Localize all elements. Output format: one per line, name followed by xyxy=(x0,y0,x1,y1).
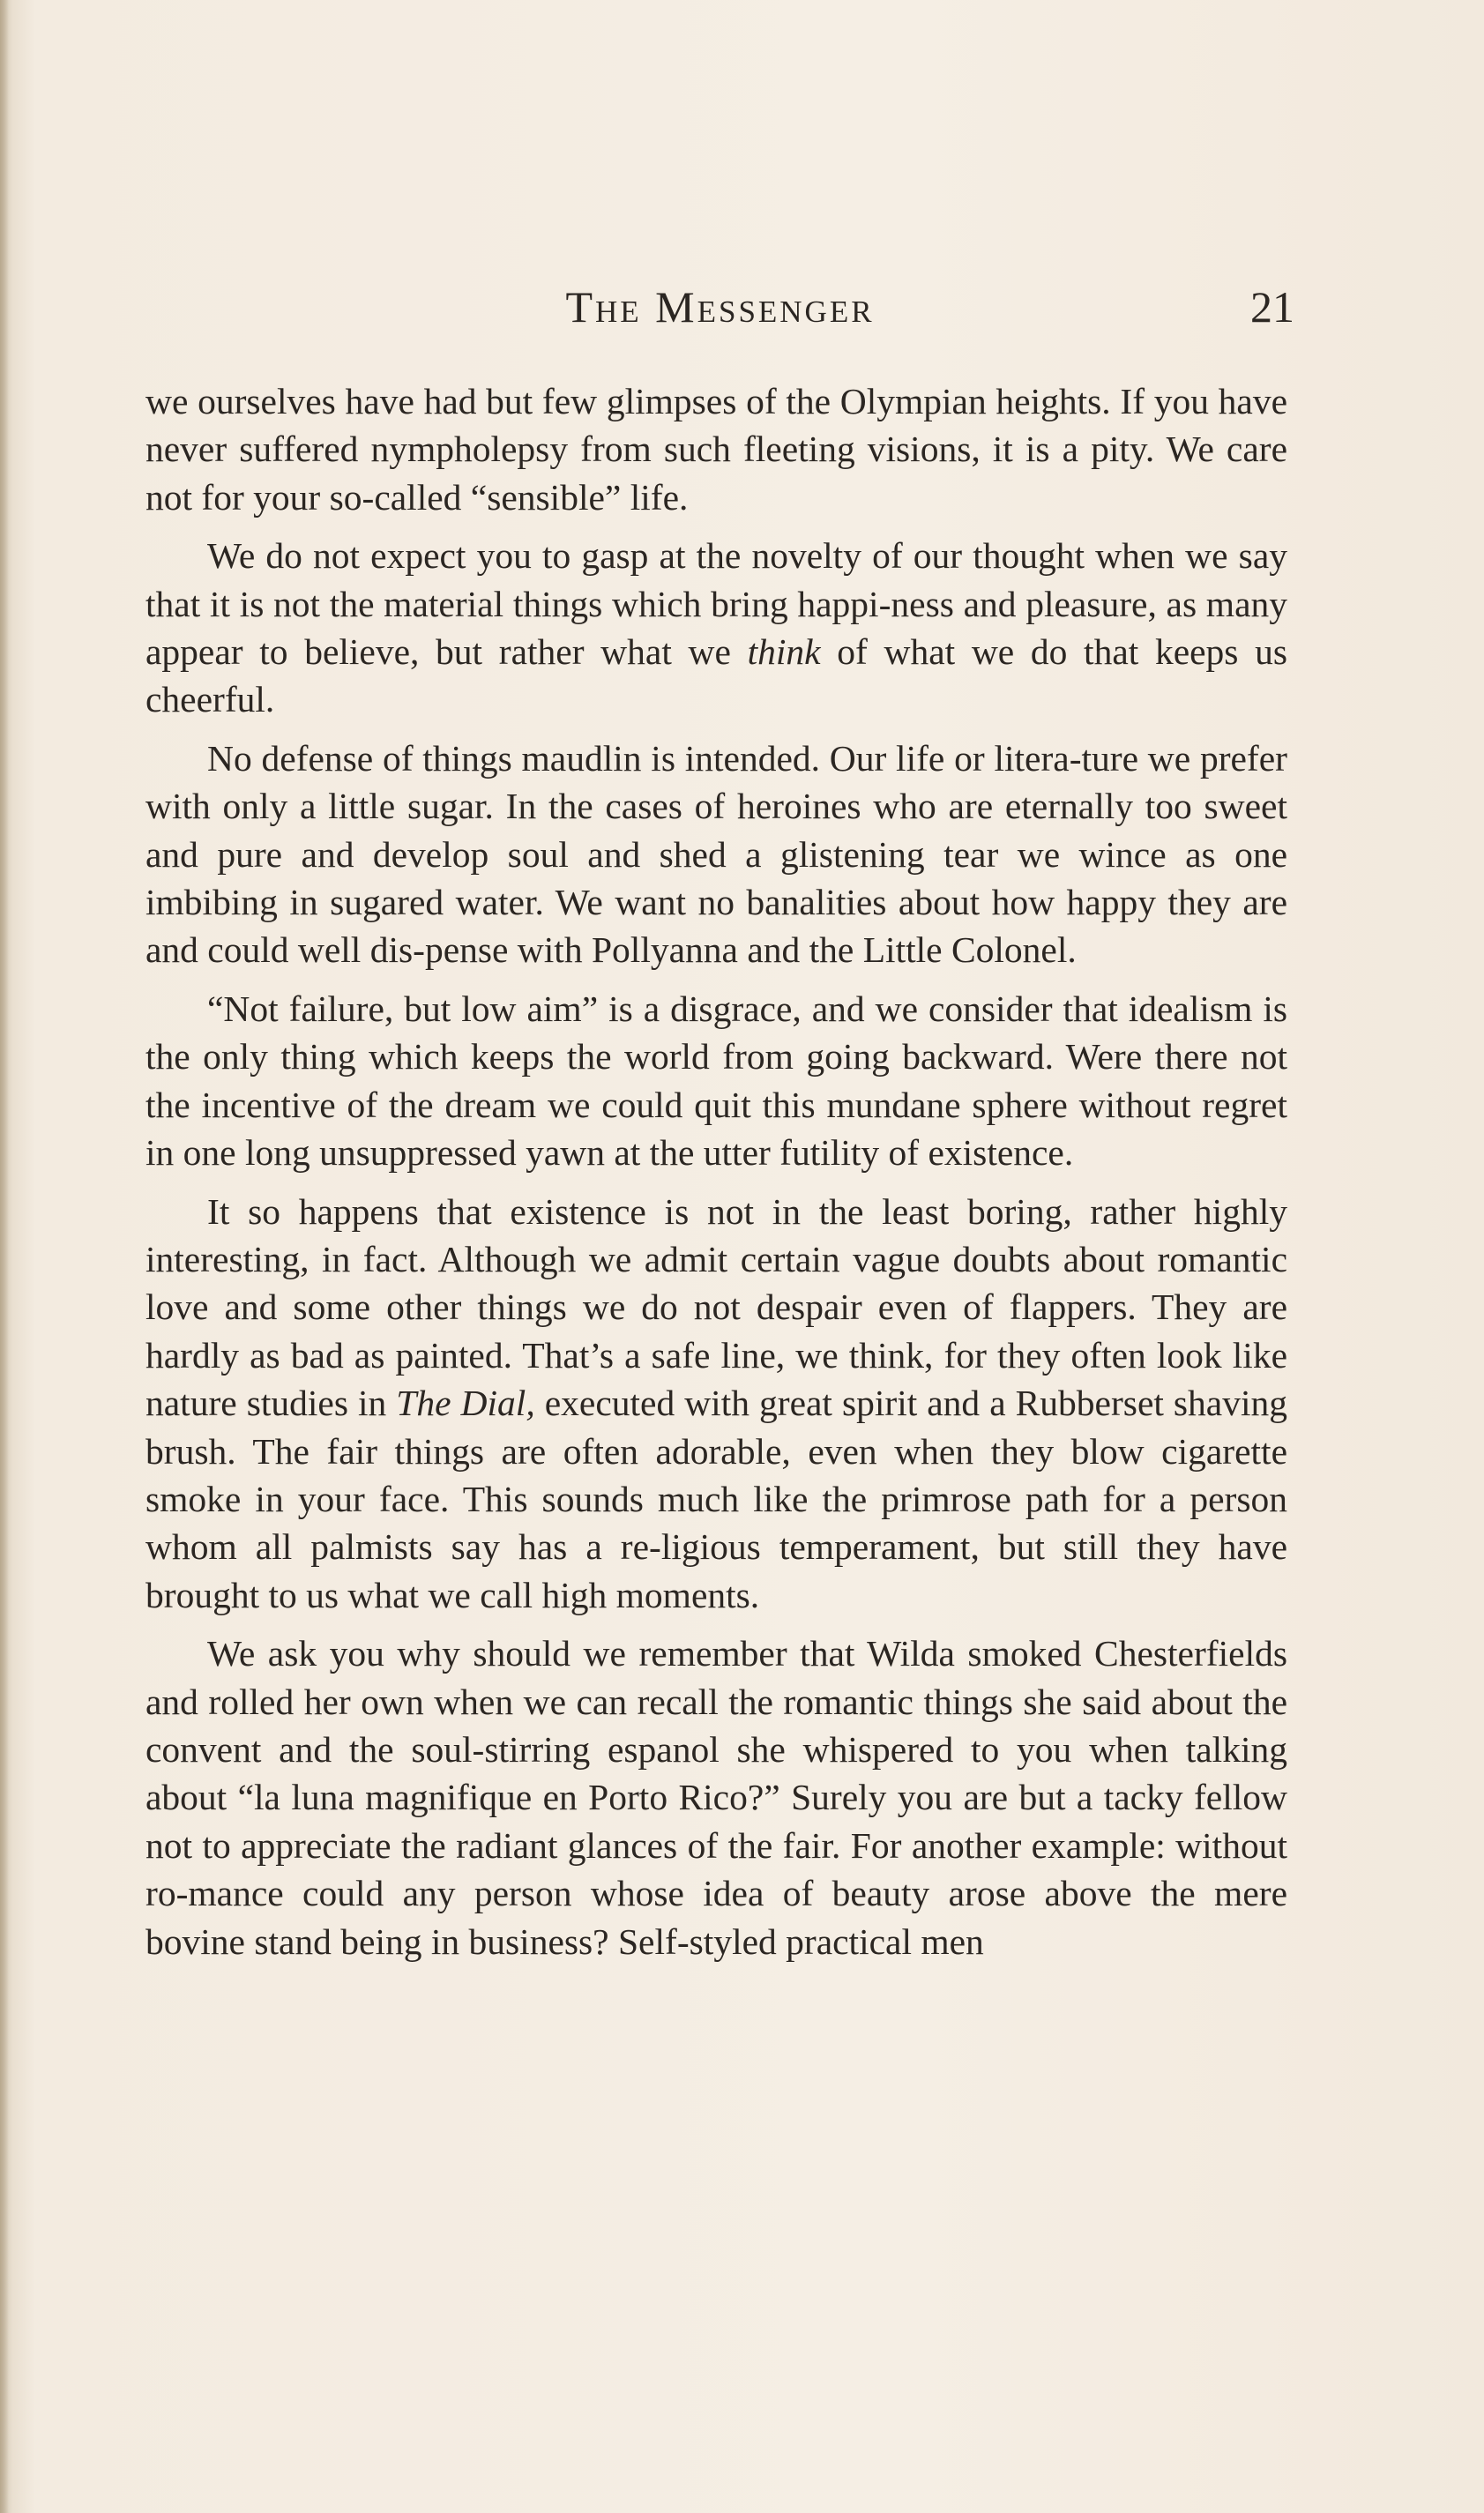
running-title: The Messenger xyxy=(565,282,875,332)
paragraph-1-text: we ourselves have had but few glimpses of the Olympian heights. If you have never suffered nympholepsy from such fleeting visions, it is a pity. We care not for your so-called “sensible” life. xyxy=(145,381,1287,518)
paragraph-5-italic-the-dial: The Dial, xyxy=(396,1383,535,1424)
paragraph-2 xyxy=(145,532,1287,724)
paragraph-3 xyxy=(145,735,1287,974)
paragraph-3-text: No defense of things maudlin is intended. Our life or litera-ture we prefer with only a little sugar. In the cases of heroines who are eternally too sweet and pure and develop soul and shed a glistening tear we wince as one imbibing in sugared water. We want no banalities about how happy they are and could well dis-pense with Pollyanna and the Little Colonel. xyxy=(145,737,1287,971)
running-header xyxy=(145,280,1294,333)
paragraph-2-italic-think: think xyxy=(747,631,821,673)
paragraph-6-text: We ask you why should we remember that Wilda smoked Chesterfields and rolled her own when we can recall the romantic things she said about the convent and the soul-stirring espanol she whispered to you when talking about “la luna magnifique en Porto Rico?” Surely you are but a tacky fellow not to appreciate the radiant glances of the fair. For another example: without ro-mance could any person whose idea of beauty arose above the mere bovine stand being in business? Self-styled practical men xyxy=(145,1633,1287,1962)
spine-shadow xyxy=(0,0,9,2513)
paragraph-6 xyxy=(145,1629,1287,1965)
paragraph-4 xyxy=(145,985,1287,1177)
paragraph-5-text-b: executed with great spirit and a Rubberset shaving brush. The fair things are often adorable, even when they blow cigarette smoke in your face. This sounds much like the primrose path for a person whom all palmists say has a re-ligious temperament, but still they have brought to us what we call high moments. xyxy=(145,1383,1288,1615)
page-number: 21 xyxy=(1250,282,1294,332)
paragraph-1 xyxy=(145,377,1287,521)
paragraph-5 xyxy=(145,1188,1287,1620)
body-text xyxy=(145,377,1287,1976)
paragraph-4-text: “Not failure, but low aim” is a disgrace, and we consider that idealism is the only thing which keeps the world from going backward. Were there not the incentive of the dream we could quit this mundane sphere without regret in one long unsuppressed yawn at the utter futility of existence. xyxy=(145,988,1287,1174)
paragraph-5-text-a: It so happens that existence is not in the least boring, rather highly interesting, in fact. Although we admit certain vague doubts about romantic love and some other things we do not despair even of flappers. They are hardly as bad as painted. That’s a safe line, we think, for they often look like nature studies in xyxy=(145,1190,1287,1424)
paragraph-2-text-b: of what we do that keeps us cheerful. xyxy=(145,631,1288,720)
paragraph-2-text-a: We do not expect you to gasp at the novelty of our thought when we say that it is not the material things which bring happi-ness and pleasure, as many appear to believe, but rather what we xyxy=(145,535,1287,673)
